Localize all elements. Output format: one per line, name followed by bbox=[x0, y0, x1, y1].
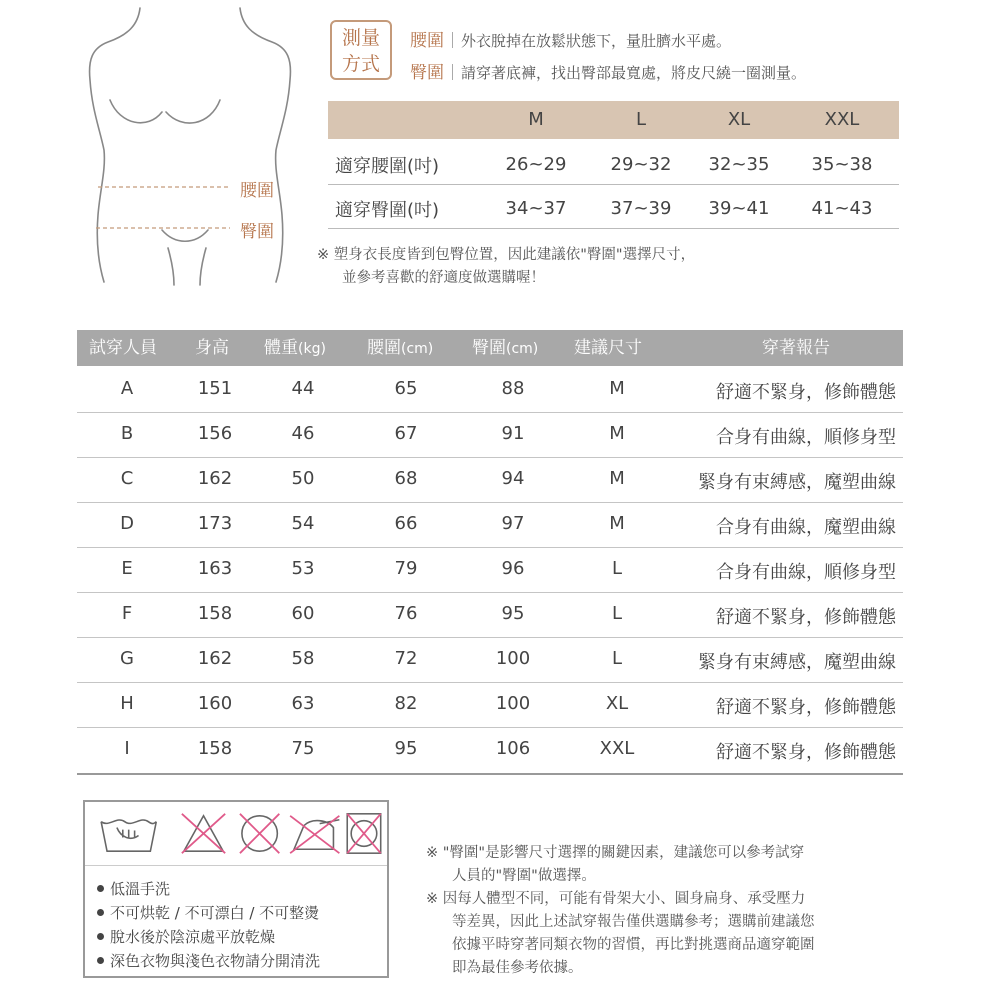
trial-cell-size: M bbox=[609, 468, 625, 489]
trial-cell-hip: 96 bbox=[501, 558, 525, 579]
trial-cell-person: C bbox=[120, 468, 134, 489]
footnote-1-line2: 人員的"臀圍"做選擇。 bbox=[452, 868, 596, 884]
trial-cell-weight: 54 bbox=[291, 513, 315, 534]
trial-cell-height: 160 bbox=[197, 693, 233, 714]
measure-badge-line2: 方式 bbox=[341, 53, 380, 75]
trial-cell-size: L bbox=[611, 558, 623, 579]
trial-cell-size: M bbox=[609, 513, 625, 534]
trial-cell-hip: 94 bbox=[501, 468, 525, 489]
trial-row-divider bbox=[77, 592, 903, 593]
size-hip-l: 37~39 bbox=[610, 198, 672, 219]
trial-cell-height: 151 bbox=[197, 378, 233, 399]
trial-row-divider bbox=[77, 502, 903, 503]
trial-cell-hip: 95 bbox=[501, 603, 525, 624]
measure-row-waist bbox=[410, 26, 731, 51]
trial-cell-height: 158 bbox=[197, 603, 233, 624]
trial-cell-height: 162 bbox=[197, 468, 233, 489]
care-item: 脫水後於陰涼處平放乾燥 bbox=[97, 926, 275, 947]
no-bleach-icon bbox=[182, 814, 225, 853]
measure-method-badge bbox=[330, 20, 392, 80]
no-machine-dry-icon bbox=[347, 814, 380, 853]
trial-cell-report: 舒適不緊身，修飾體態 bbox=[716, 607, 896, 628]
trial-row-divider bbox=[77, 412, 903, 413]
th-report: 穿著報告 bbox=[762, 338, 830, 358]
size-table-header bbox=[328, 101, 899, 139]
trial-cell-weight: 58 bbox=[291, 648, 315, 669]
trial-cell-waist: 67 bbox=[394, 423, 418, 444]
trial-cell-person: H bbox=[120, 693, 134, 714]
th-waist: 腰圍(cm) bbox=[367, 338, 434, 358]
hand-wash-icon bbox=[101, 820, 156, 851]
trial-cell-person: G bbox=[120, 648, 134, 669]
trial-cell-size: XXL bbox=[599, 738, 635, 759]
measure-row-hip bbox=[410, 58, 806, 83]
figure-waist-label: 腰圍 bbox=[240, 181, 274, 201]
trial-cell-person: I bbox=[124, 738, 130, 759]
size-header-l: L bbox=[635, 109, 647, 130]
size-waist-xl: 32~35 bbox=[708, 154, 770, 175]
trial-cell-size: XL bbox=[605, 693, 629, 714]
trial-cell-person: E bbox=[121, 558, 133, 579]
trial-cell-size: L bbox=[611, 648, 623, 669]
measure-separator bbox=[452, 64, 453, 80]
trial-cell-hip: 106 bbox=[495, 738, 531, 759]
size-row-waist-label: 適穿腰圍(吋) bbox=[335, 156, 440, 177]
measure-hip-name: 臀圍 bbox=[410, 63, 444, 83]
trial-row-divider bbox=[77, 682, 903, 683]
trial-cell-waist: 68 bbox=[394, 468, 418, 489]
care-item: 不可烘乾 / 不可漂白 / 不可整燙 bbox=[97, 902, 319, 923]
size-note-line2: 並參考喜歡的舒適度做選購喔！ bbox=[342, 270, 545, 286]
measure-badge-line1: 測量 bbox=[341, 27, 380, 49]
trial-cell-person: B bbox=[120, 423, 134, 444]
footnote-2-line3: 依據平時穿著同類衣物的習慣，再比對挑選商品適穿範圍 bbox=[452, 937, 815, 953]
care-item: 深色衣物與淺色衣物請分開清洗 bbox=[97, 950, 320, 971]
size-row-divider bbox=[328, 228, 899, 229]
trial-cell-weight: 63 bbox=[291, 693, 315, 714]
trial-cell-height: 163 bbox=[197, 558, 233, 579]
size-row-hip-label: 適穿臀圍(吋) bbox=[335, 200, 440, 221]
size-hip-xxl: 41~43 bbox=[811, 198, 873, 219]
size-hip-m: 34~37 bbox=[505, 198, 567, 219]
trial-cell-height: 158 bbox=[197, 738, 233, 759]
no-tumble-dry-icon bbox=[240, 814, 279, 853]
th-height: 身高 bbox=[195, 338, 229, 358]
trial-row-divider bbox=[77, 457, 903, 458]
th-weight: 體重(kg) bbox=[264, 338, 326, 358]
size-row-divider bbox=[328, 184, 899, 185]
trial-table-bottom-border bbox=[77, 773, 903, 775]
footnote-2-line2: 等差異，因此上述試穿報告僅供選購參考；選購前建議您 bbox=[452, 914, 815, 930]
trial-cell-hip: 97 bbox=[501, 513, 525, 534]
measure-waist-name: 腰圍 bbox=[410, 31, 444, 51]
trial-cell-waist: 66 bbox=[394, 513, 418, 534]
trial-cell-person: D bbox=[120, 513, 134, 534]
th-person: 試穿人員 bbox=[89, 338, 157, 358]
size-header-xl: XL bbox=[727, 109, 751, 130]
th-hip: 臀圍(cm) bbox=[472, 338, 539, 358]
measure-hip-desc: 請穿著底褲，找出臀部最寬處，將皮尺繞一圈測量。 bbox=[461, 64, 807, 82]
trial-row-divider bbox=[77, 637, 903, 638]
trial-cell-hip: 88 bbox=[501, 378, 525, 399]
trial-table-header bbox=[77, 330, 903, 366]
trial-cell-report: 舒適不緊身，修飾體態 bbox=[716, 382, 896, 403]
trial-cell-person: F bbox=[121, 603, 133, 624]
trial-cell-height: 173 bbox=[197, 513, 233, 534]
trial-cell-weight: 75 bbox=[291, 738, 315, 759]
body-figure-illustration bbox=[70, 0, 310, 290]
trial-cell-weight: 50 bbox=[291, 468, 315, 489]
trial-cell-weight: 44 bbox=[291, 378, 315, 399]
th-size: 建議尺寸 bbox=[574, 338, 642, 358]
trial-cell-size: L bbox=[611, 603, 623, 624]
size-header-m: M bbox=[528, 109, 544, 130]
size-waist-l: 29~32 bbox=[610, 154, 672, 175]
trial-cell-size: M bbox=[609, 423, 625, 444]
size-waist-xxl: 35~38 bbox=[811, 154, 873, 175]
trial-cell-weight: 60 bbox=[291, 603, 315, 624]
size-note-line1: ※ 塑身衣長度皆到包臀位置，因此建議依"臀圍"選擇尺寸， bbox=[317, 247, 696, 263]
trial-cell-report: 合身有曲線，順修身型 bbox=[716, 427, 896, 448]
trial-cell-waist: 79 bbox=[394, 558, 418, 579]
trial-cell-hip: 100 bbox=[495, 648, 531, 669]
trial-cell-waist: 76 bbox=[394, 603, 418, 624]
trial-cell-waist: 95 bbox=[394, 738, 418, 759]
care-item: 低溫手洗 bbox=[97, 878, 170, 899]
size-hip-xl: 39~41 bbox=[708, 198, 770, 219]
trial-cell-waist: 65 bbox=[394, 378, 418, 399]
size-header-xxl: XXL bbox=[824, 109, 860, 130]
measure-separator bbox=[452, 32, 453, 48]
trial-cell-waist: 82 bbox=[394, 693, 418, 714]
trial-cell-report: 合身有曲線，魔塑曲線 bbox=[716, 517, 896, 538]
trial-cell-report: 緊身有束縛感，魔塑曲線 bbox=[698, 652, 896, 673]
trial-cell-waist: 72 bbox=[394, 648, 418, 669]
trial-cell-height: 162 bbox=[197, 648, 233, 669]
trial-cell-report: 合身有曲線，順修身型 bbox=[716, 562, 896, 583]
footnote-1-line1: ※ "臀圍"是影響尺寸選擇的關鍵因素，建議您可以參考試穿 bbox=[426, 845, 805, 861]
trial-cell-size: M bbox=[609, 378, 625, 399]
trial-cell-report: 緊身有束縛感，魔塑曲線 bbox=[698, 472, 896, 493]
no-iron-icon bbox=[290, 816, 339, 853]
trial-cell-weight: 46 bbox=[291, 423, 315, 444]
trial-cell-report: 舒適不緊身，修飾體態 bbox=[716, 697, 896, 718]
trial-row-divider bbox=[77, 727, 903, 728]
trial-cell-hip: 100 bbox=[495, 693, 531, 714]
trial-cell-hip: 91 bbox=[501, 423, 525, 444]
footnote-2-line4: 即為最佳參考依據。 bbox=[452, 960, 583, 976]
trial-cell-person: A bbox=[120, 378, 134, 399]
footnote-2-line1: ※ 因每人體型不同，可能有骨架大小、圓身扁身、承受壓力 bbox=[426, 891, 806, 907]
trial-cell-height: 156 bbox=[197, 423, 233, 444]
trial-cell-report: 舒適不緊身，修飾體態 bbox=[716, 742, 896, 763]
care-instructions-box bbox=[83, 800, 389, 978]
trial-row-divider bbox=[77, 547, 903, 548]
care-icons-row bbox=[85, 802, 387, 866]
size-waist-m: 26~29 bbox=[505, 154, 567, 175]
trial-cell-weight: 53 bbox=[291, 558, 315, 579]
figure-hip-label: 臀圍 bbox=[240, 222, 274, 242]
measure-waist-desc: 外衣脫掉在放鬆狀態下，量肚臍水平處。 bbox=[461, 32, 732, 50]
